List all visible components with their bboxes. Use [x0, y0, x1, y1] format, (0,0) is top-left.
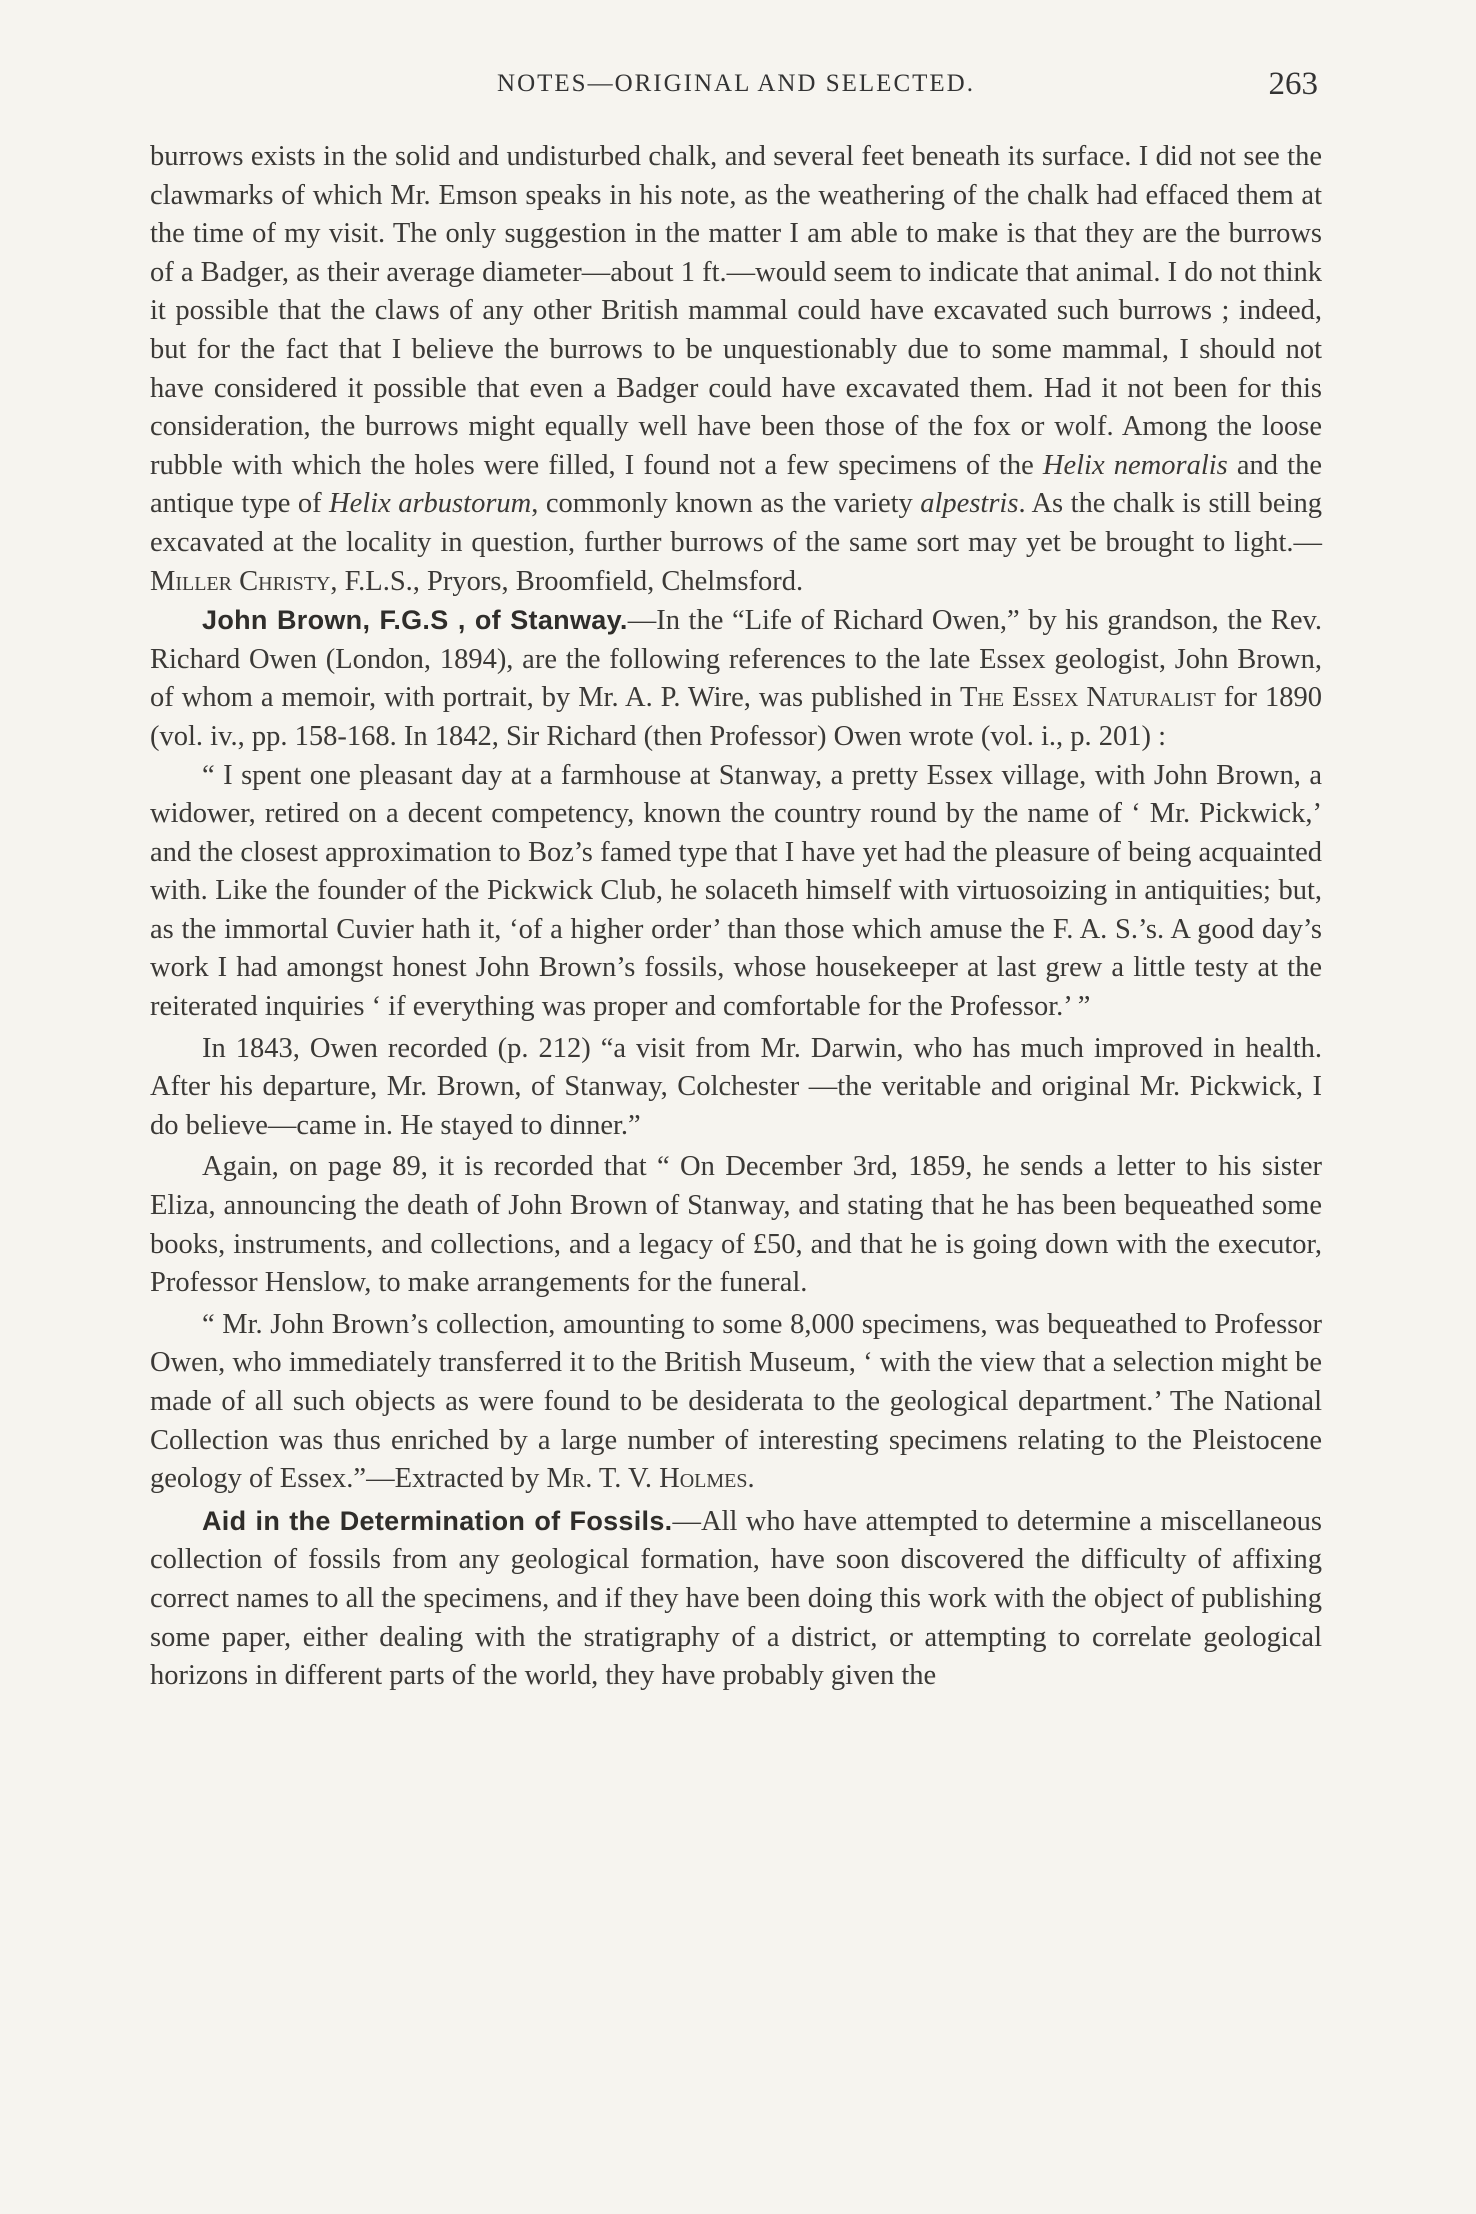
journal-title: The Essex Naturalist — [960, 682, 1216, 714]
text-run: burrows exists in the solid and undisturbed chalk, and several feet beneath its surface. I did not see the clawmarks of which Mr. Emson speaks in his note, as the weathering of the chalk had effaced them at the time of my visit. The only suggestion in the matter I am able to make is that they are the burrows of a Badger, as their average diameter—about 1 ft.—would seem to indicate that animal. I do not think it possible that the claws of any other British mammal could have excavated such burrows ; indeed, but for the fact that I believe the burrows to be unquestionably due to some mammal, I should not have considered it possible that even a Badger could have excavated them. Had it not been for this consideration, the burrows might equally well have been those of the fox or wolf. Among the loose rubble with which the holes were filled, I found not a few specimens of the — [150, 141, 1322, 481]
paragraph-death-of-brown: Again, on page 89, it is recorded that “ On December 3rd, 1859, he sends a letter to his sister Eliza, announcing the death of John Brown of Stanway, and stating that he has been bequeathed some books, instruments, and collections, and a legacy of £50, and that he is going down with the executor, Professor Henslow, to make arrangements for the funeral. — [150, 1151, 1322, 1299]
text-run: . As the chalk is still being excavated at the locality in question, further burrows of the same sort may yet be brought to light.— — [150, 488, 1322, 558]
text-run: for 1890 (vol. iv., pp. 158-168. In 1842, Sir Richard (then Professor) Owen wrote (vol. i., p. 201) : — [150, 682, 1323, 752]
paragraph-darwin-visit: In 1843, Owen recorded (p. 212) “a visit from Mr. Darwin, who has much improved in health. After his departure, Mr. Brown, of Stanway, Colchester —the veritable and original Mr. Pickwick, I do believe—came in. He stayed to dinner.” — [150, 1032, 1322, 1141]
text-run: “ Mr. John Brown’s collection, amounting to some 8,000 specimens, was bequeathed to Professor Owen, who immediately transferred it to the British Museum, ‘ with the view that a selection might be made of all such objects as were found to be desiderata to the geological department.’ The National Collection was thus enriched by a large number of interesting specimens relating to the Pleistocene geology of Essex.”—Extracted by — [150, 1308, 1322, 1495]
text-run: . — [747, 1463, 755, 1495]
species-name: Helix nemoralis — [1042, 449, 1228, 481]
body-text — [150, 138, 1322, 1696]
paragraph-fossil-determination — [150, 1502, 1322, 1696]
paragraph-badger-burrows — [150, 138, 1322, 601]
species-name: Helix arbustorum — [329, 488, 532, 520]
paragraph-owen-quote: “ I spent one pleasant day at a farmhouse at Stanway, a pretty Essex village, with John Brown, a widower, retired on a decent competency, known the country round by the name of ‘ Mr. Pickwick,’ and the closest approximation to Boz’s famed type that I have yet had the pleasure of being acquainted with. Like the founder of the Pickwick Club, he solaceth himself with virtuosoizing in antiquities; but, as the immortal Cuvier hath it, ‘of a higher order’ than those which amuse the F. A. S.’s. A good day’s work I had amongst honest John Brown’s fossils, whose housekeeper at last grew a little testy at the reiterated inquiries ‘ if everything was proper and comfortable for the Professor.’ ” — [150, 759, 1322, 1023]
paragraph-brown-collection — [150, 1306, 1322, 1499]
running-head: NOTES—ORIGINAL AND SELECTED. — [497, 70, 975, 97]
page-number: 263 — [1268, 66, 1318, 102]
text-run: , commonly known as the variety — [531, 488, 921, 520]
text-run: —In the “Life of Richard Owen,” by his grandson, the Rev. Richard Owen (London, 1894), are the following references to the late Essex geologist, John Brown, of whom a memoir, with portrait, by Mr. A. P. Wire, was published in — [150, 605, 1323, 714]
section-heading: John Brown, F.G.S , of Stanway. — [202, 605, 628, 636]
variety-name: alpestris — [920, 488, 1019, 520]
text-run: , F.L.S., Pryors, Broomfield, Chelmsford. — [330, 565, 804, 597]
author-name: Mr. T. V. Holmes — [546, 1463, 748, 1495]
section-heading: Aid in the Determination of Fossils. — [202, 1505, 673, 1536]
paragraph-john-brown — [150, 601, 1322, 756]
page-header — [150, 66, 1322, 110]
text-run: —All who have attempted to determine a miscellaneous collection of fossils from any geological formation, have soon discovered the difficulty of affixing correct names to all the specimens, and if they have been doing this work with the object of publishing some paper, either dealing with the stratigraphy of a district, or attempting to correlate geological horizons in different parts of the world, they have probably given the — [150, 1505, 1323, 1692]
author-name: Miller Christy — [150, 565, 331, 597]
text-run: and the antique type of — [150, 449, 1322, 520]
